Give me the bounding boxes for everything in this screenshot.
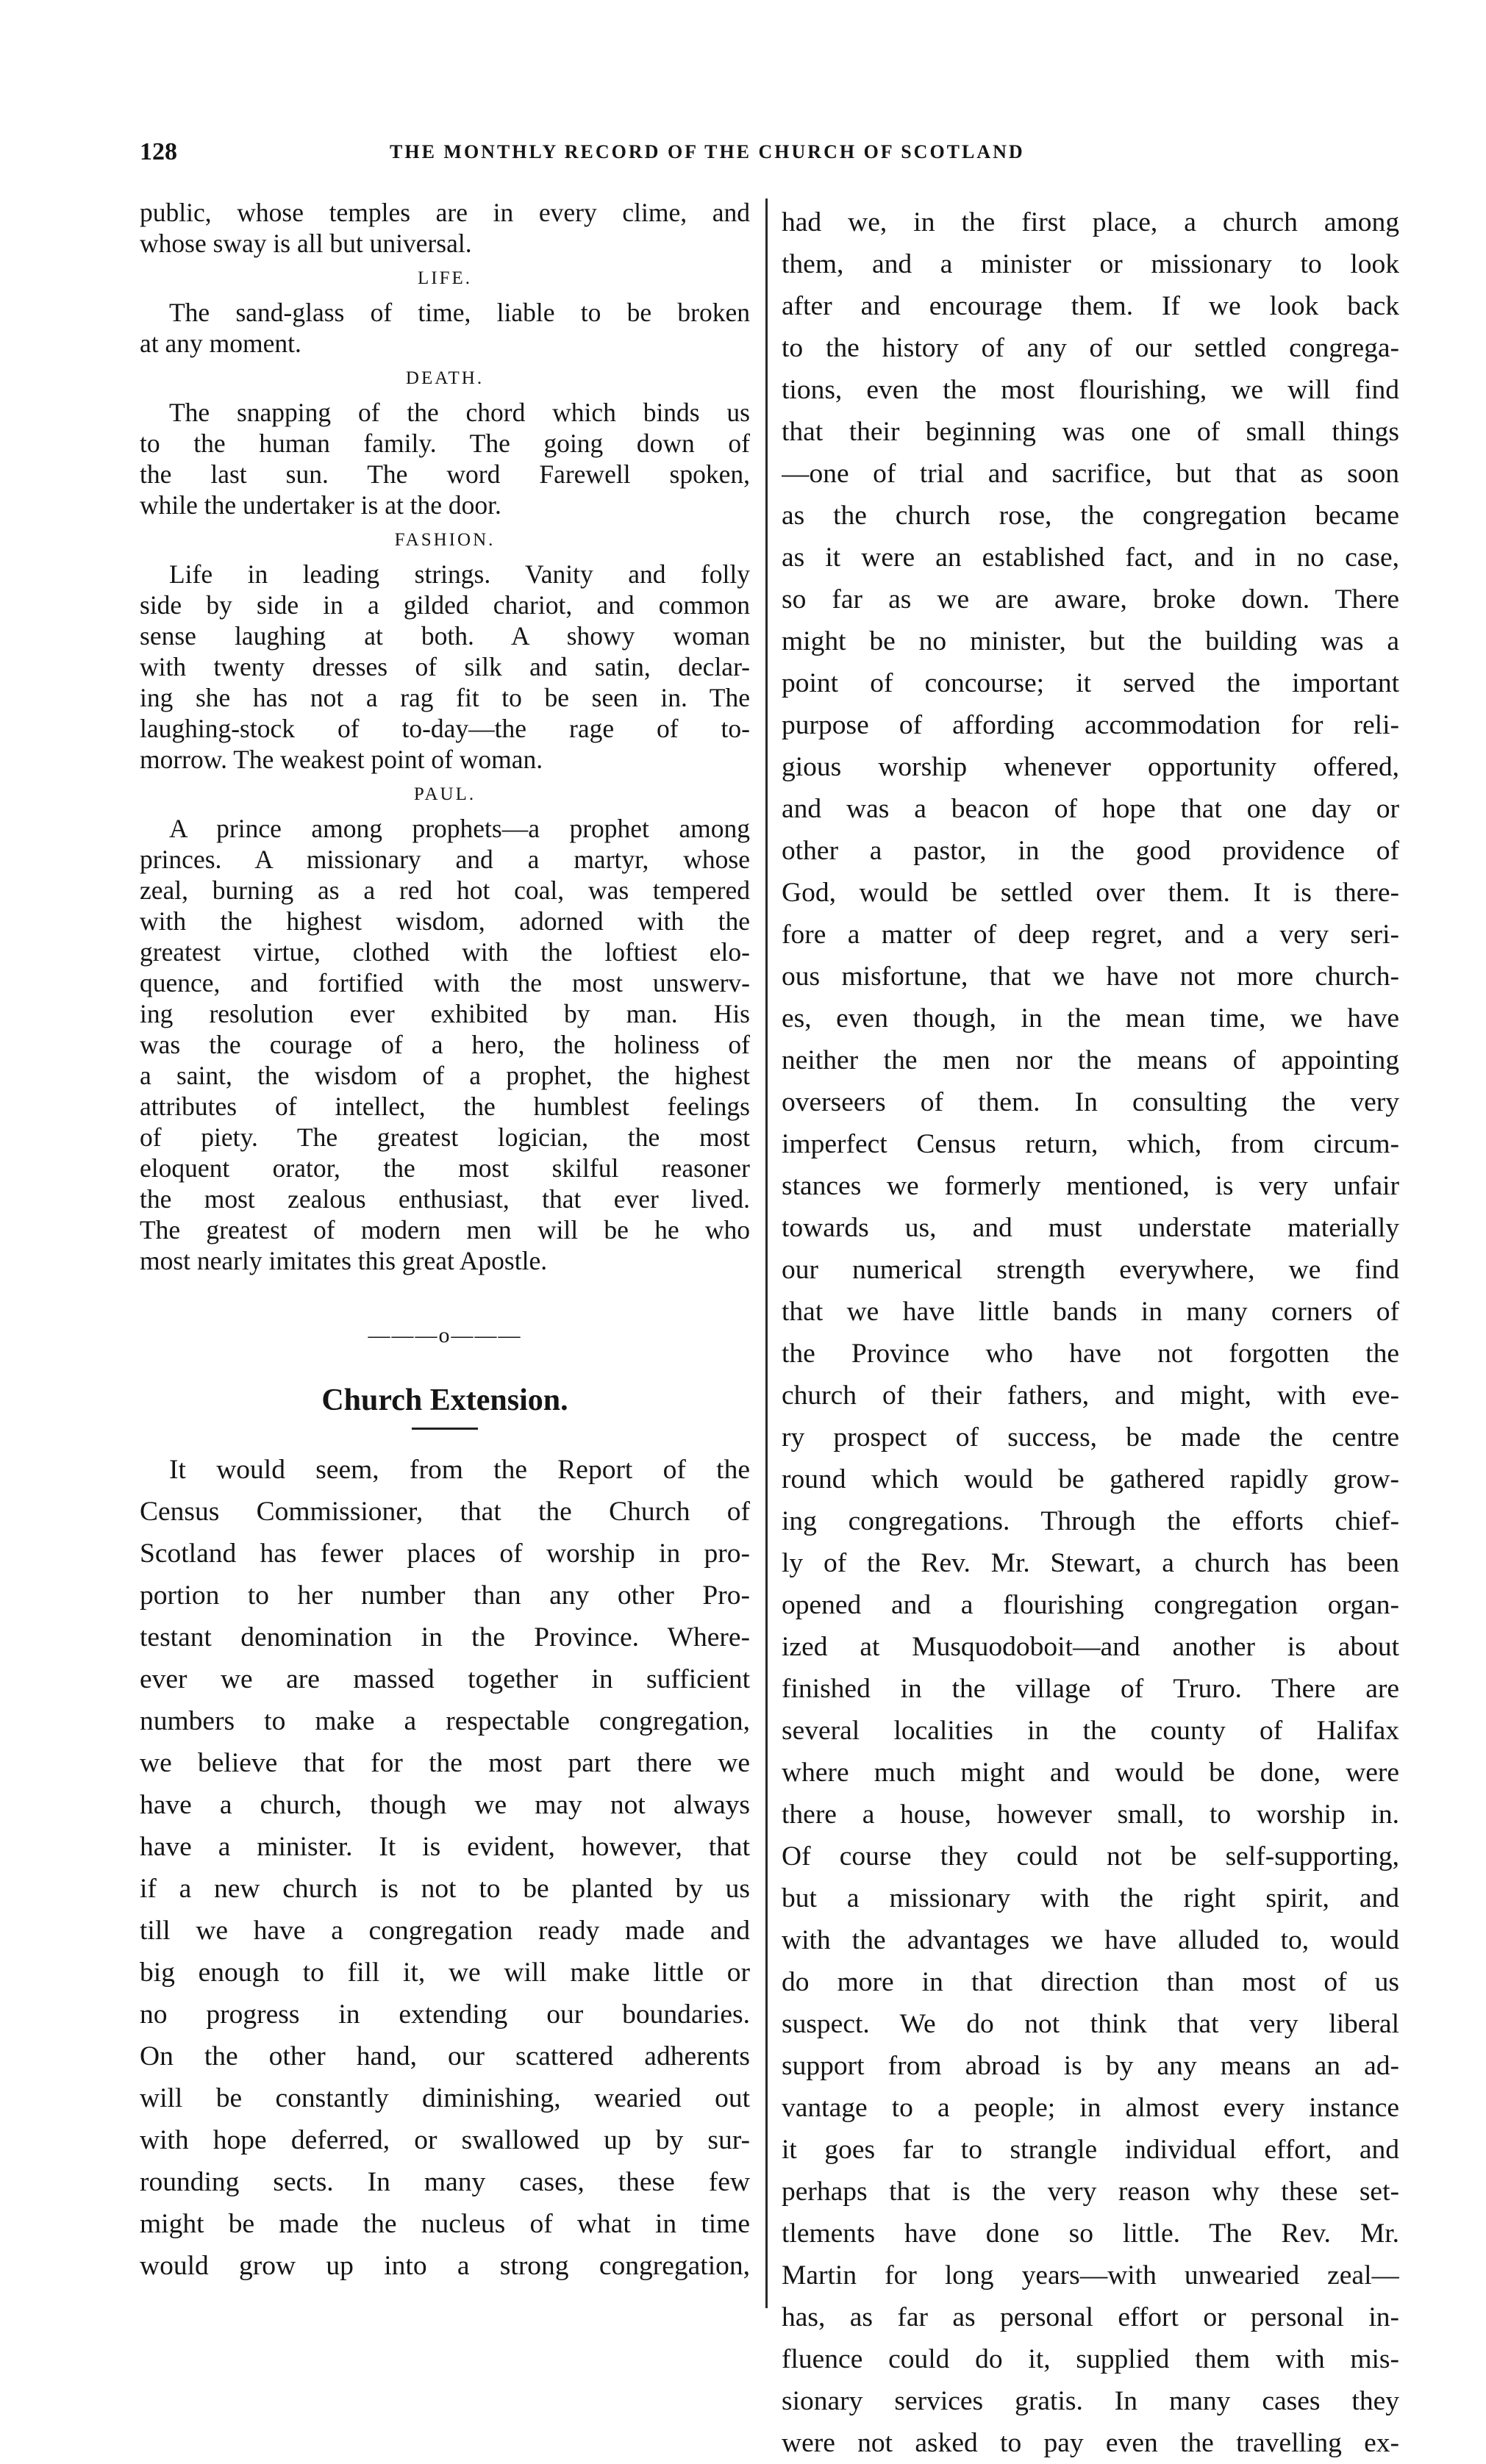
page-header <box>140 138 1375 182</box>
section-heading-fashion: FASHION. <box>394 530 496 550</box>
text-line: finished in the village of Truro. There are <box>782 1674 1399 1704</box>
text-line: was the courage of a hero, the holiness of <box>140 1030 750 1059</box>
text-line: them, and a minister or missionary to look <box>782 249 1399 279</box>
text-line: we believe that for the most part there we <box>140 1748 750 1778</box>
text-line: purpose of affording accommodation for reli- <box>782 710 1399 740</box>
text-line: and was a beacon of hope that one day or <box>782 794 1399 824</box>
text-line: so far as we are aware, broke down. There <box>782 584 1399 615</box>
text-line: with the advantages we have alluded to, would <box>782 1925 1399 1955</box>
text-line: Life in leading strings. Vanity and folly <box>169 559 750 589</box>
text-line: quence, and fortified with the most unswerv- <box>140 968 750 998</box>
text-line: Census Commissioner, that the Church of <box>140 1497 750 1527</box>
text-line: rounding sects. In many cases, these few <box>140 2167 750 2197</box>
text-line: It would seem, from the Report of the <box>169 1455 750 1485</box>
text-line: the most zealous enthusiast, that ever lived. <box>140 1184 750 1214</box>
text-line: ing congregations. Through the efforts chief- <box>782 1506 1399 1536</box>
text-line: sense laughing at both. A showy woman <box>140 621 750 651</box>
text-line: might be made the nucleus of what in time <box>140 2209 750 2239</box>
text-line: morrow. The weakest point of woman. <box>140 745 543 774</box>
text-line: portion to her number than any other Pro- <box>140 1580 750 1611</box>
text-line: would grow up into a strong congregation, <box>140 2251 750 2281</box>
text-line: with twenty dresses of silk and satin, declar- <box>140 652 750 681</box>
text-line: round which would be gathered rapidly grow- <box>782 1464 1399 1494</box>
text-line: ous misfortune, that we have not more church- <box>782 961 1399 992</box>
text-line: ever we are massed together in sufficient <box>140 1664 750 1694</box>
text-line: tions, even the most flourishing, we will find <box>782 375 1399 405</box>
text-line: perhaps that is the very reason why these set- <box>782 2177 1399 2207</box>
text-line: church of their fathers, and might, with eve- <box>782 1380 1399 1411</box>
text-line: ized at Musquodoboit—and another is about <box>782 1632 1399 1662</box>
text-line: as it were an established fact, and in no case, <box>782 542 1399 573</box>
text-line: laughing-stock of to-day—the rage of to- <box>140 714 750 743</box>
text-line: public, whose temples are in every clime, and <box>140 198 750 227</box>
text-line: The snapping of the chord which binds us <box>169 398 750 427</box>
text-line: ing resolution ever exhibited by man. His <box>140 999 750 1028</box>
text-line: ing she has not a rag fit to be seen in. The <box>140 683 750 712</box>
running-title: THE MONTHLY RECORD OF THE CHURCH OF SCOTLAND <box>390 141 1025 162</box>
text-line: God, would be settled over them. It is there- <box>782 878 1399 908</box>
text-line: support from abroad is by any means an ad- <box>782 2051 1399 2081</box>
text-line: es, even though, in the mean time, we have <box>782 1003 1399 1034</box>
text-line: gious worship whenever opportunity offered, <box>782 752 1399 782</box>
ornament-rule: ———o——— <box>368 1323 522 1347</box>
text-line: no progress in extending our boundaries. <box>140 1999 750 2030</box>
text-line: overseers of them. In consulting the very <box>782 1087 1399 1117</box>
text-line: has, as far as personal effort or personal in- <box>782 2302 1399 2332</box>
text-line: with the highest wisdom, adorned with the <box>140 906 750 936</box>
text-line: had we, in the first place, a church among <box>782 207 1399 237</box>
text-line: princes. A missionary and a martyr, whose <box>140 845 750 874</box>
text-line: as the church rose, the congregation became <box>782 501 1399 531</box>
text-line: other a pastor, in the good providence of <box>782 836 1399 866</box>
text-line: vantage to a people; in almost every instance <box>782 2093 1399 2123</box>
text-line: of piety. The greatest logician, the most <box>140 1122 750 1152</box>
text-line: On the other hand, our scattered adherents <box>140 2041 750 2071</box>
title-rule <box>412 1428 478 1430</box>
section-title: Church Extension. <box>321 1383 568 1417</box>
section-heading-paul: PAUL. <box>413 784 476 804</box>
section-heading-life: LIFE. <box>417 268 473 288</box>
text-line: zeal, burning as a red hot coal, was tempered <box>140 875 750 905</box>
text-line: to the human family. The going down of <box>140 429 750 458</box>
text-line: side by side in a gilded chariot, and common <box>140 590 750 620</box>
text-line: fore a matter of deep regret, and a very seri- <box>782 920 1399 950</box>
column-divider <box>765 198 768 2308</box>
text-line: A prince among prophets—a prophet among <box>169 814 750 843</box>
text-line: the last sun. The word Farewell spoken, <box>140 459 750 489</box>
text-line: there a house, however small, to worship in. <box>782 1799 1399 1830</box>
text-line: Of course they could not be self-supporting, <box>782 1841 1399 1872</box>
text-line: Scotland has fewer places of worship in pro- <box>140 1539 750 1569</box>
text-line: where much might and would be done, were <box>782 1758 1399 1788</box>
text-line: Martin for long years—with unwearied zeal— <box>782 2260 1399 2291</box>
text-line: with hope deferred, or swallowed up by sur- <box>140 2125 750 2155</box>
text-line: numbers to make a respectable congregation, <box>140 1706 750 1736</box>
text-line: —one of trial and sacrifice, but that as soon <box>782 459 1399 489</box>
text-line: were not asked to pay even the travelling ex- <box>782 2428 1399 2458</box>
text-line: have a church, though we may not always <box>140 1790 750 1820</box>
text-line: greatest virtue, clothed with the loftiest elo- <box>140 937 750 967</box>
right-column <box>782 201 1399 2464</box>
text-line: imperfect Census return, which, from circum- <box>782 1129 1399 1159</box>
text-line: ly of the Rev. Mr. Stewart, a church has been <box>782 1548 1399 1578</box>
text-line: will be constantly diminishing, wearied out <box>140 2083 750 2113</box>
text-line: after and encourage them. If we look back <box>782 291 1399 321</box>
text-line: it goes far to strangle individual effort, and <box>782 2135 1399 2165</box>
text-line: a saint, the wisdom of a prophet, the highest <box>140 1061 750 1090</box>
text-line: that we have little bands in many corners of <box>782 1297 1399 1327</box>
text-line: the Province who have not forgotten the <box>782 1339 1399 1369</box>
text-line: stances we formerly mentioned, is very unfair <box>782 1171 1399 1201</box>
text-line: The greatest of modern men will be he who <box>140 1215 750 1244</box>
text-line: attributes of intellect, the humblest feelings <box>140 1092 750 1121</box>
text-line: testant denomination in the Province. Where- <box>140 1622 750 1652</box>
text-line: big enough to fill it, we will make little or <box>140 1958 750 1988</box>
text-line: to the history of any of our settled congrega- <box>782 333 1399 363</box>
text-line: opened and a flourishing congregation organ- <box>782 1590 1399 1620</box>
text-line: several localities in the county of Halifax <box>782 1716 1399 1746</box>
text-line: have a minister. It is evident, however, that <box>140 1832 750 1862</box>
text-line: our numerical strength everywhere, we find <box>782 1255 1399 1285</box>
text-line: till we have a congregation ready made and <box>140 1916 750 1946</box>
text-line: sionary services gratis. In many cases they <box>782 2386 1399 2416</box>
church-extension-body <box>140 1449 750 2287</box>
text-line: towards us, and must understate materially <box>782 1213 1399 1243</box>
text-line: most nearly imitates this great Apostle. <box>140 1246 548 1275</box>
text-line: that their beginning was one of small things <box>782 417 1399 447</box>
text-line: neither the men nor the means of appointing <box>782 1045 1399 1075</box>
text-line: eloquent orator, the most skilful reasoner <box>140 1153 750 1183</box>
text-line: at any moment. <box>140 329 301 358</box>
text-line: if a new church is not to be planted by us <box>140 1874 750 1904</box>
text-line: might be no minister, but the building was a <box>782 626 1399 656</box>
text-line: suspect. We do not think that very liberal <box>782 2009 1399 2039</box>
text-line: while the undertaker is at the door. <box>140 490 501 520</box>
section-heading-death: DEATH. <box>405 368 485 388</box>
left-column <box>140 197 750 2287</box>
text-line: The sand-glass of time, liable to be broken <box>169 298 750 327</box>
text-line: whose sway is all but universal. <box>140 229 472 258</box>
text-line: fluence could do it, supplied them with mis- <box>782 2344 1399 2374</box>
page-number: 128 <box>140 138 177 165</box>
text-line: ry prospect of success, be made the centre <box>782 1422 1399 1453</box>
text-line: point of concourse; it served the important <box>782 668 1399 698</box>
text-line: tlements have done so little. The Rev. Mr. <box>782 2218 1399 2249</box>
text-line: but a missionary with the right spirit, and <box>782 1883 1399 1913</box>
text-line: do more in that direction than most of us <box>782 1967 1399 1997</box>
